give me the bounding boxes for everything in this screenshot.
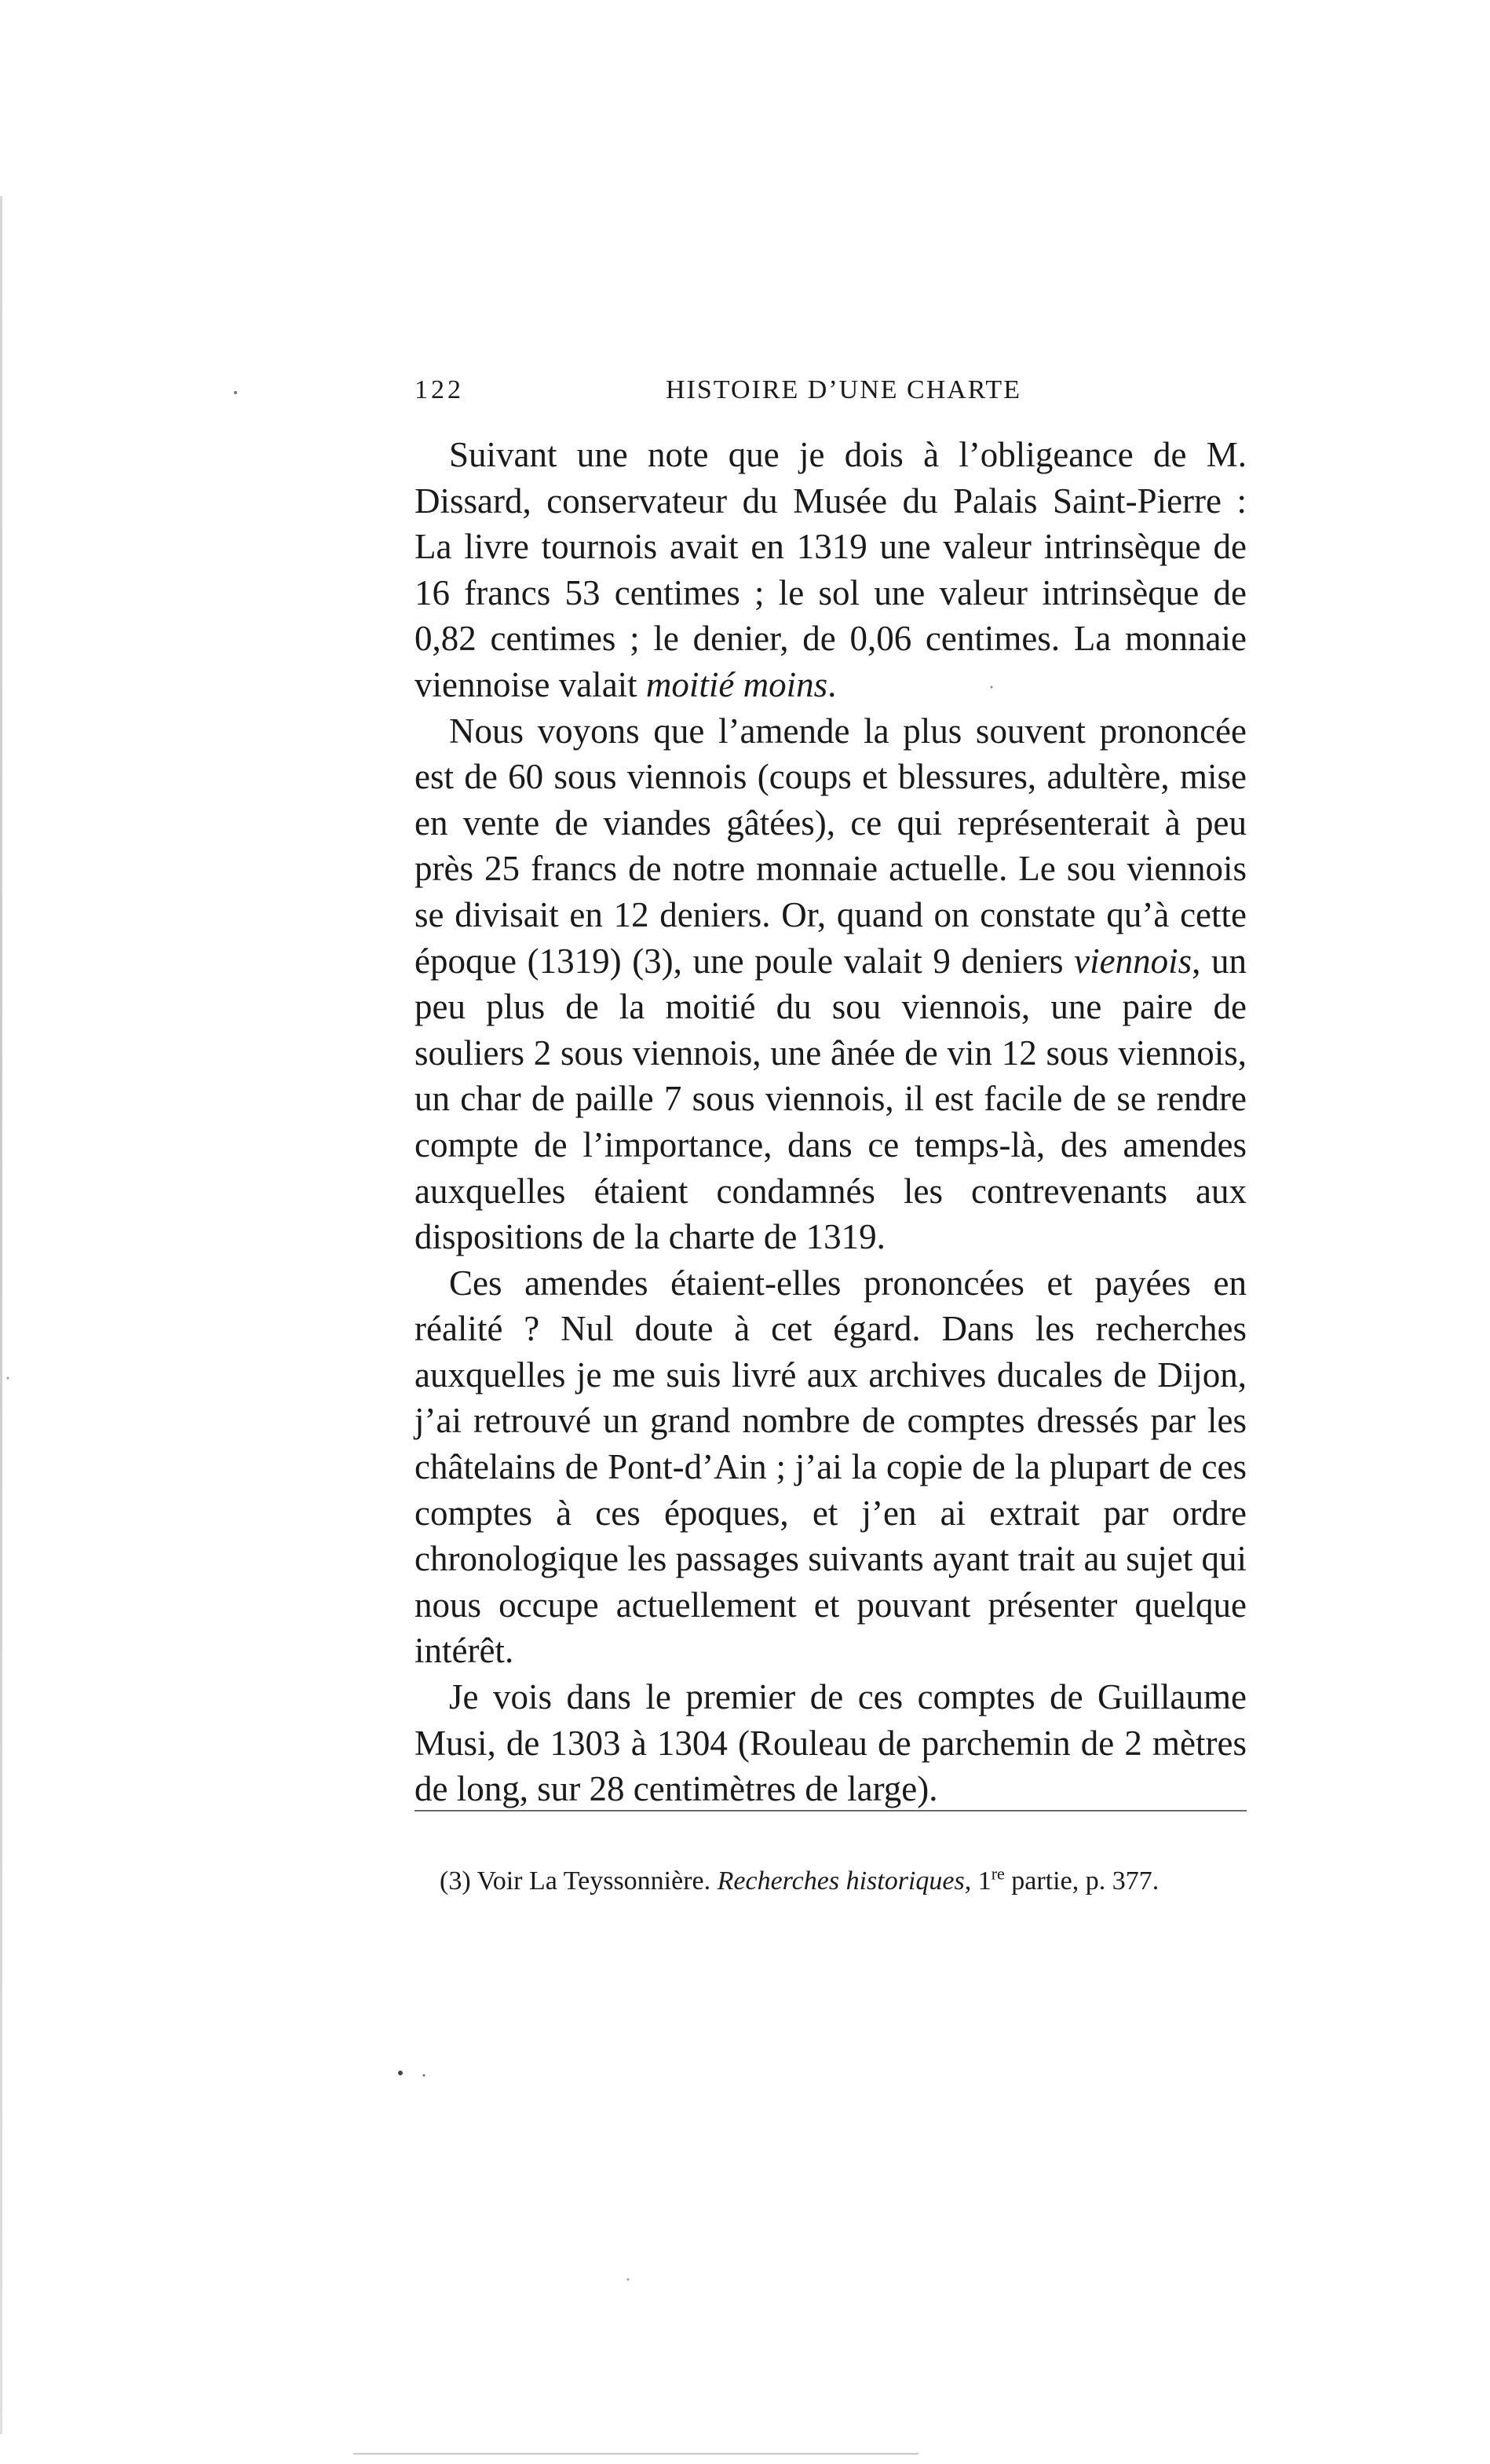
speck: [234, 391, 237, 394]
paragraph-2-text-b: , un peu plus de la moitié du sou viennois, une paire de souliers 2 sous viennois, une ânée de vin 12 sous viennois, un char de paille 7 sous viennois, il est facile de se rendre compte de l’importance, dans ce temps-là, des amendes auxquelles étaient condamnés les contrevenants aux dispositions de la charte de 1319.: [414, 941, 1247, 1257]
footnote-number: (3): [440, 1866, 471, 1896]
speck: [7, 1377, 9, 1380]
footnote-part-rest: partie, p. 377.: [1011, 1866, 1159, 1896]
page-number: 122: [414, 375, 464, 404]
footnote-part-number: 1: [977, 1866, 992, 1896]
speck: [627, 2279, 630, 2281]
speck: [398, 2071, 403, 2075]
paragraph-4: Je vois dans le premier de ces comptes de Guillaume Musi, de 1303 à 1304 (Rouleau de parchemin de 2 mètres de long, sur 28 centimètres de large).: [414, 1677, 1247, 1809]
page-header: [414, 367, 1247, 415]
footnote-rule: [414, 1810, 1247, 1811]
paragraph-2: [414, 708, 1247, 1260]
body-text: [414, 432, 1247, 1812]
footnote-title: Recherches historiques,: [717, 1866, 972, 1896]
paragraph-1: [414, 432, 1247, 708]
running-title: HISTOIRE D’UNE CHARTE: [666, 375, 1021, 404]
paragraph-3: Ces amendes étaient-elles prononcées et payées en réalité ? Nul doute à cet égard. Dans les recherches auxquelles je me suis livré aux archives ducales de Dijon, j’ai retrouvé un grand nombre de comptes dressés par les châtelains de Pont-d’Ain ; j’ai la copie de la plupart de ces comptes à ces époques, et j’en ai extrait par ordre chronologique les passages suivants ayant trait au sujet qui nous occupe actuellement et pouvant présenter quelque intérêt.: [414, 1263, 1247, 1671]
footnote-author: Voir La Teyssonnière.: [477, 1866, 711, 1896]
paragraph-2-text-a: Nous voyons que l’amende la plus souvent prononcée est de 60 sous viennois (coups et blessures, adultère, mise en vente de viandes gâtées), ce qui représenterait à peu près 25 francs de notre monnaie actuelle. Le sou viennois se divisait en 12 deniers. Or, quand on constate qu’à cette époque (1319) (3), une poule valait 9 deniers: [414, 711, 1247, 981]
footnote: [440, 1865, 1247, 1898]
paragraph-1-italic: moitié moins: [645, 664, 828, 704]
footnote-part-superscript: re: [991, 1863, 1005, 1884]
speck: [423, 2075, 425, 2077]
paragraph-1-end: .: [827, 664, 837, 704]
paragraph-1-text: Suivant une note que je dois à l’obligeance de M. Dissard, conservateur du Musée du Palais Saint-Pierre : La livre tournois avait en 1319 une valeur intrinsèque de 16 francs 53 centimes ; le sol une valeur intrinsèque de 0,82 centimes ; le denier, de 0,06 centimes. La monnaie viennoise valait: [414, 435, 1247, 704]
scan-edge: [0, 196, 2, 2434]
paragraph-2-italic: viennois: [1074, 941, 1192, 981]
